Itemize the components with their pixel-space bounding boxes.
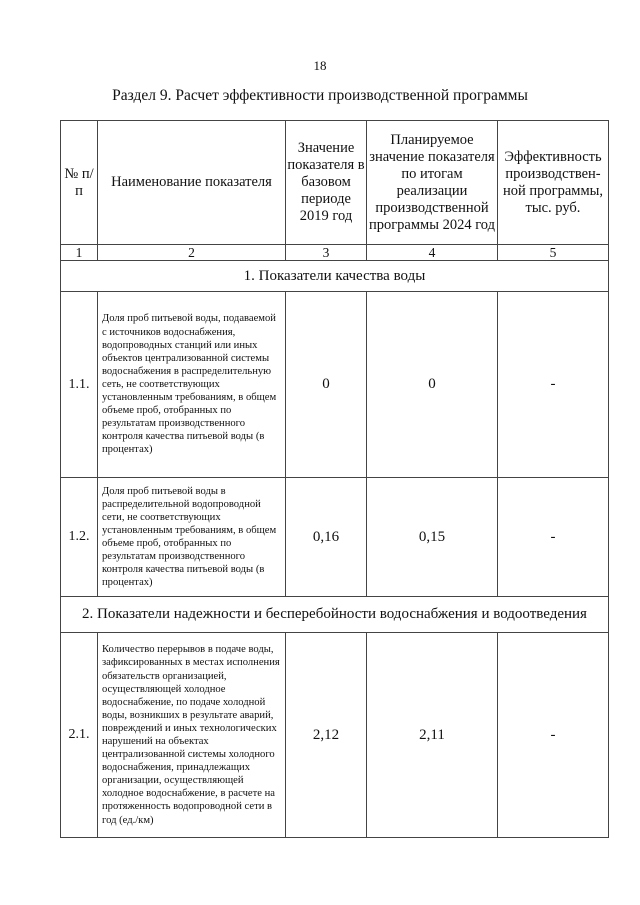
table-row: [61, 292, 609, 478]
row-index: 1.1.: [61, 292, 98, 478]
indicator-name: Количество перерывов в подаче воды, зафиксированных в местах исполнения обязательств организацией, осуществляющей холодное водоснабжение, по подаче холодной воды, возникших в результате аварий, повреждений и иных технологических нарушений на объектах централизованной системы холодного водоснабжения, принадлежащих организации, осуществляющей холодное водоснабжение, в расчете на протяженность водопроводной сети в год (ед./км): [98, 633, 286, 838]
base-value: 2,12: [286, 633, 367, 838]
row-index: 2.1.: [61, 633, 98, 838]
planned-value: 0: [367, 292, 498, 478]
group-title: 2. Показатели надежности и бесперебойности водоснабжения и водоотведения: [61, 597, 609, 633]
column-number: 1: [61, 245, 98, 261]
column-number: 3: [286, 245, 367, 261]
column-number: 5: [498, 245, 609, 261]
efficiency-value: -: [498, 292, 609, 478]
indicator-name: Доля проб питьевой воды, подаваемой с источников водоснабжения, водопроводных станций или иных объектов централизованной системы водоснабжения в распределительную сеть, не соответствующих установленным требованиям, в общем объеме проб, отобранных по результатам производственного контроля качества питьевой воды (в процентах): [98, 292, 286, 478]
column-numbers-row: [61, 245, 609, 261]
group-title: 1. Показатели качества воды: [61, 261, 609, 292]
table-row: [61, 633, 609, 838]
header-index: № п/п: [61, 121, 98, 245]
indicator-name: Доля проб питьевой воды в распределительной водопроводной сети, не соответствующих установленным требованиям, в общем объеме проб, отобранных по результатам производственного контроля качества питьевой воды (в процентах): [98, 478, 286, 597]
group-row-reliability: [61, 597, 609, 633]
table-row: [61, 478, 609, 597]
header-planned-value: Планируемое значение показателя по итогам реализации производственной программы 2024 год: [367, 121, 498, 245]
planned-value: 2,11: [367, 633, 498, 838]
group-row-water-quality: [61, 261, 609, 292]
page-number: 18: [313, 58, 327, 73]
header-base-value: Значение показателя в базовом периоде 2019 год: [286, 121, 367, 245]
efficiency-value: -: [498, 633, 609, 838]
table-header-row: [61, 121, 609, 245]
base-value: 0,16: [286, 478, 367, 597]
efficiency-value: -: [498, 478, 609, 597]
column-number: 2: [98, 245, 286, 261]
header-name: Наименование показателя: [98, 121, 286, 245]
row-index: 1.2.: [61, 478, 98, 597]
efficiency-table: [60, 120, 609, 838]
column-number: 4: [367, 245, 498, 261]
section-title: Раздел 9. Расчет эффективности производственной программы: [112, 87, 528, 104]
base-value: 0: [286, 292, 367, 478]
planned-value: 0,15: [367, 478, 498, 597]
header-efficiency: Эффективность производствен-ной программы, тыс. руб.: [498, 121, 609, 245]
